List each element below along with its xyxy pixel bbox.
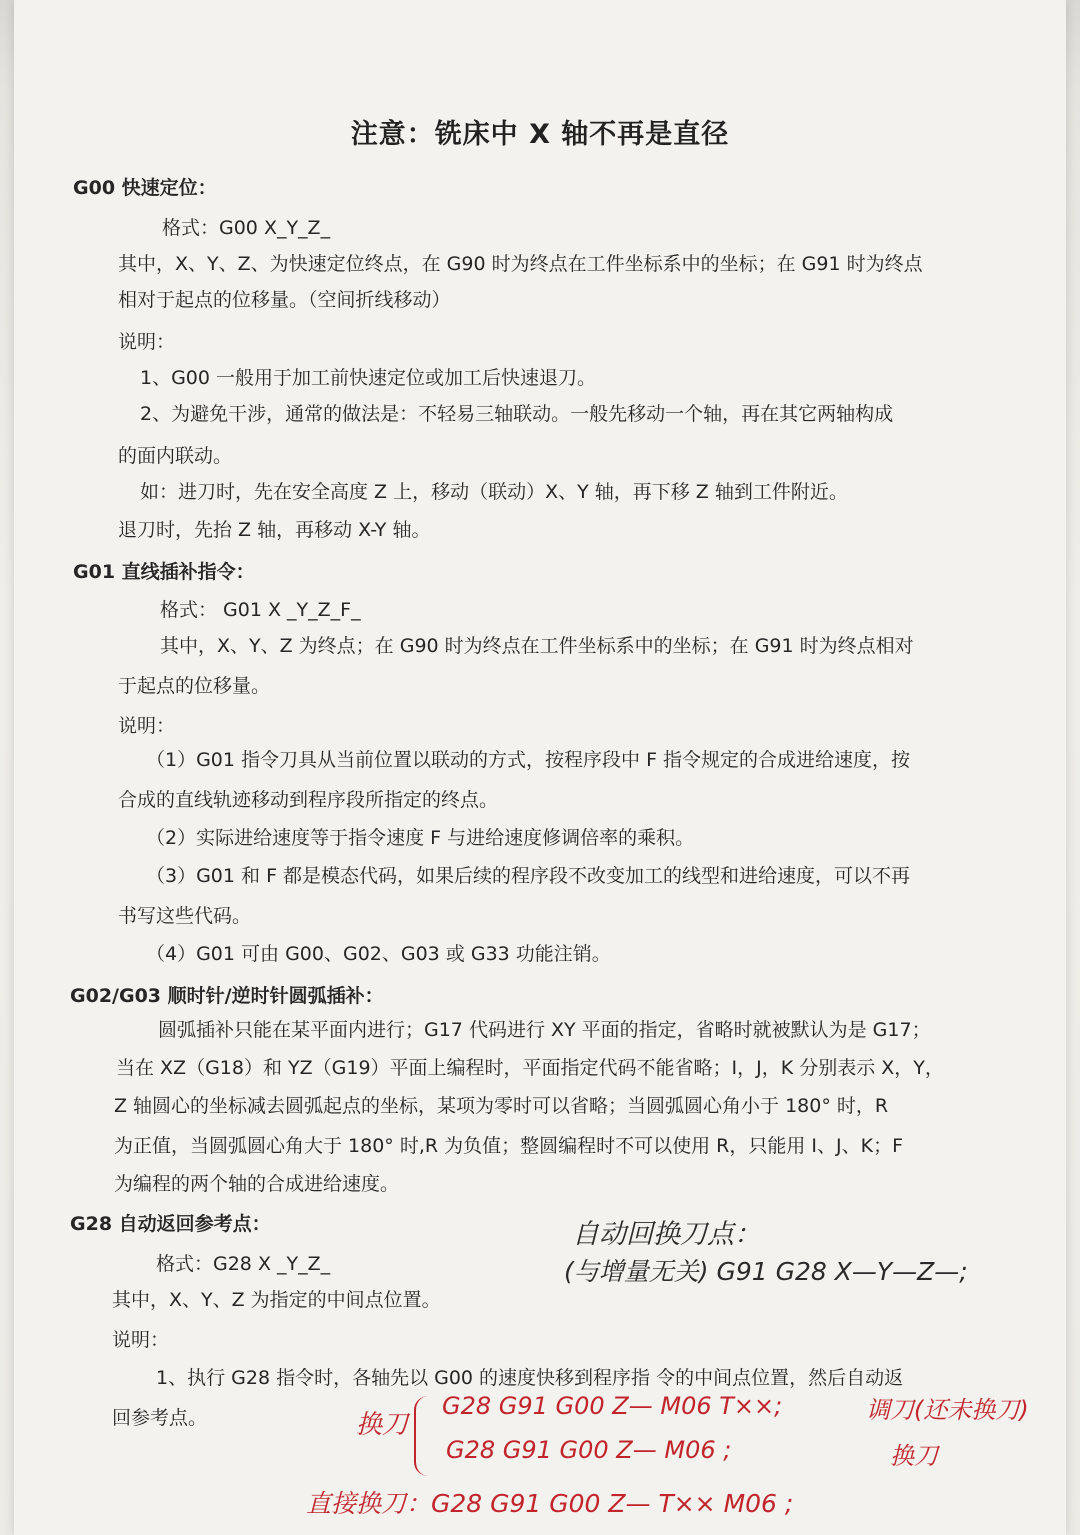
g01-note-3-line-1: （3）G01 和 F 都是模态代码，如果后续的程序段不改变加工的线型和进给速度，可以不再 [146, 865, 911, 887]
handwritten-auto-return-code: (与增量无关) G91 G28 X—Y—Z—; [564, 1257, 968, 1286]
g00-example-2: 退刀时，先抬 Z 轴，再移动 X-Y 轴。 [118, 519, 431, 541]
handwritten-brace [414, 1396, 438, 1476]
g02-paragraph-line-3: Z 轴圆心的坐标减去圆弧起点的坐标，某项为零时可以省略；当圆弧圆心角小于 180° 时，R [114, 1095, 889, 1117]
g00-note-2-line-1: 2、为避免干涉，通常的做法是：不轻易三轴联动。一般先移动一个轴，再在其它两轴构成 [140, 403, 894, 425]
handwritten-direct-tool-change: 直接换刀：G28 G91 G00 Z— T×× M06 ; [306, 1489, 794, 1518]
handwritten-tool-change-line-2: G28 G91 G00 Z— M06 ; [446, 1436, 732, 1464]
g00-note-2-line-2: 的面内联动。 [118, 445, 233, 467]
g01-note-3-line-2: 书写这些代码。 [118, 905, 252, 927]
g01-description-line-2: 于起点的位移量。 [118, 675, 271, 697]
g00-note-1: 1、G00 一般用于加工前快速定位或加工后快速退刀。 [140, 367, 597, 389]
g01-heading: G01 直线插补指令： [73, 561, 255, 583]
g02-paragraph-line-4: 为正值，当圆弧圆心角大于 180° 时,R 为负值；整圆编程时不可以使用 R，只能用 I、J、K；F [114, 1135, 904, 1157]
g28-note-1-line-1: 1、执行 G28 指令时，各轴先以 G00 的速度快移到程序指 令的中间点位置，然后自动返 [156, 1367, 904, 1389]
g00-format: 格式：G00 X_Y_Z_ [162, 217, 331, 239]
handwritten-tool-change-note-2: 换刀 [890, 1442, 938, 1470]
g28-note-label: 说明： [112, 1329, 170, 1351]
g02-paragraph-line-1: 圆弧插补只能在某平面内进行；G17 代码进行 XY 平面的指定，省略时就被默认为是 G17； [158, 1019, 931, 1041]
g02-paragraph-line-5: 为编程的两个轴的合成进给速度。 [114, 1173, 400, 1195]
handwritten-tool-change-line-1: G28 G91 G00 Z— M06 T××; [442, 1392, 783, 1420]
g28-note-1-line-2: 回参考点。 [112, 1407, 208, 1429]
g02-paragraph-line-2: 当在 XZ（G18）和 YZ（G19）平面上编程时，平面指定代码不能省略；I，J，K 分别表示 X，Y， [116, 1057, 944, 1079]
g00-example-1: 如：进刀时，先在安全高度 Z 上，移动（联动）X、Y 轴，再下移 Z 轴到工件附近。 [140, 481, 848, 503]
g01-note-1-line-2: 合成的直线轨迹移动到程序段所指定的终点。 [118, 789, 499, 811]
g28-heading: G28 自动返回参考点： [70, 1213, 271, 1235]
g01-note-4: （4）G01 可由 G00、G02、G03 或 G33 功能注销。 [146, 943, 611, 965]
g01-format: 格式： G01 X _Y_Z_F_ [160, 599, 361, 621]
g01-note-1-line-1: （1）G01 指令刀具从当前位置以联动的方式，按程序段中 F 指令规定的合成进给速度，按 [146, 749, 911, 771]
handwritten-tool-change-label: 换刀 [356, 1410, 409, 1440]
g01-note-label: 说明： [118, 715, 176, 737]
g02-g03-heading: G02/G03 顺时针/逆时针圆弧插补： [70, 985, 384, 1007]
g00-description-line-1: 其中，X、Y、Z、为快速定位终点，在 G90 时为终点在工件坐标系中的坐标；在 G91 时为终点 [118, 253, 923, 275]
g01-note-2: （2）实际进给速度等于指令速度 F 与进给速度修调倍率的乘积。 [146, 827, 695, 849]
handwritten-auto-return-label: 自动回换刀点： [572, 1219, 761, 1250]
g00-heading: G00 快速定位： [73, 177, 217, 199]
g28-description: 其中，X、Y、Z 为指定的中间点位置。 [112, 1289, 441, 1311]
g01-description-line-1: 其中，X、Y、Z 为终点；在 G90 时为终点在工件坐标系中的坐标；在 G91 时为终点相对 [160, 635, 914, 657]
g00-description-line-2: 相对于起点的位移量。（空间折线移动） [118, 289, 451, 311]
handwritten-tool-change-note: 调刀(还未换刀) [866, 1396, 1029, 1424]
g00-note-label: 说明： [118, 331, 176, 353]
page-title: 注意：铣床中 X 轴不再是直径 [350, 119, 730, 150]
g28-format: 格式：G28 X _Y_Z_ [156, 1253, 331, 1275]
